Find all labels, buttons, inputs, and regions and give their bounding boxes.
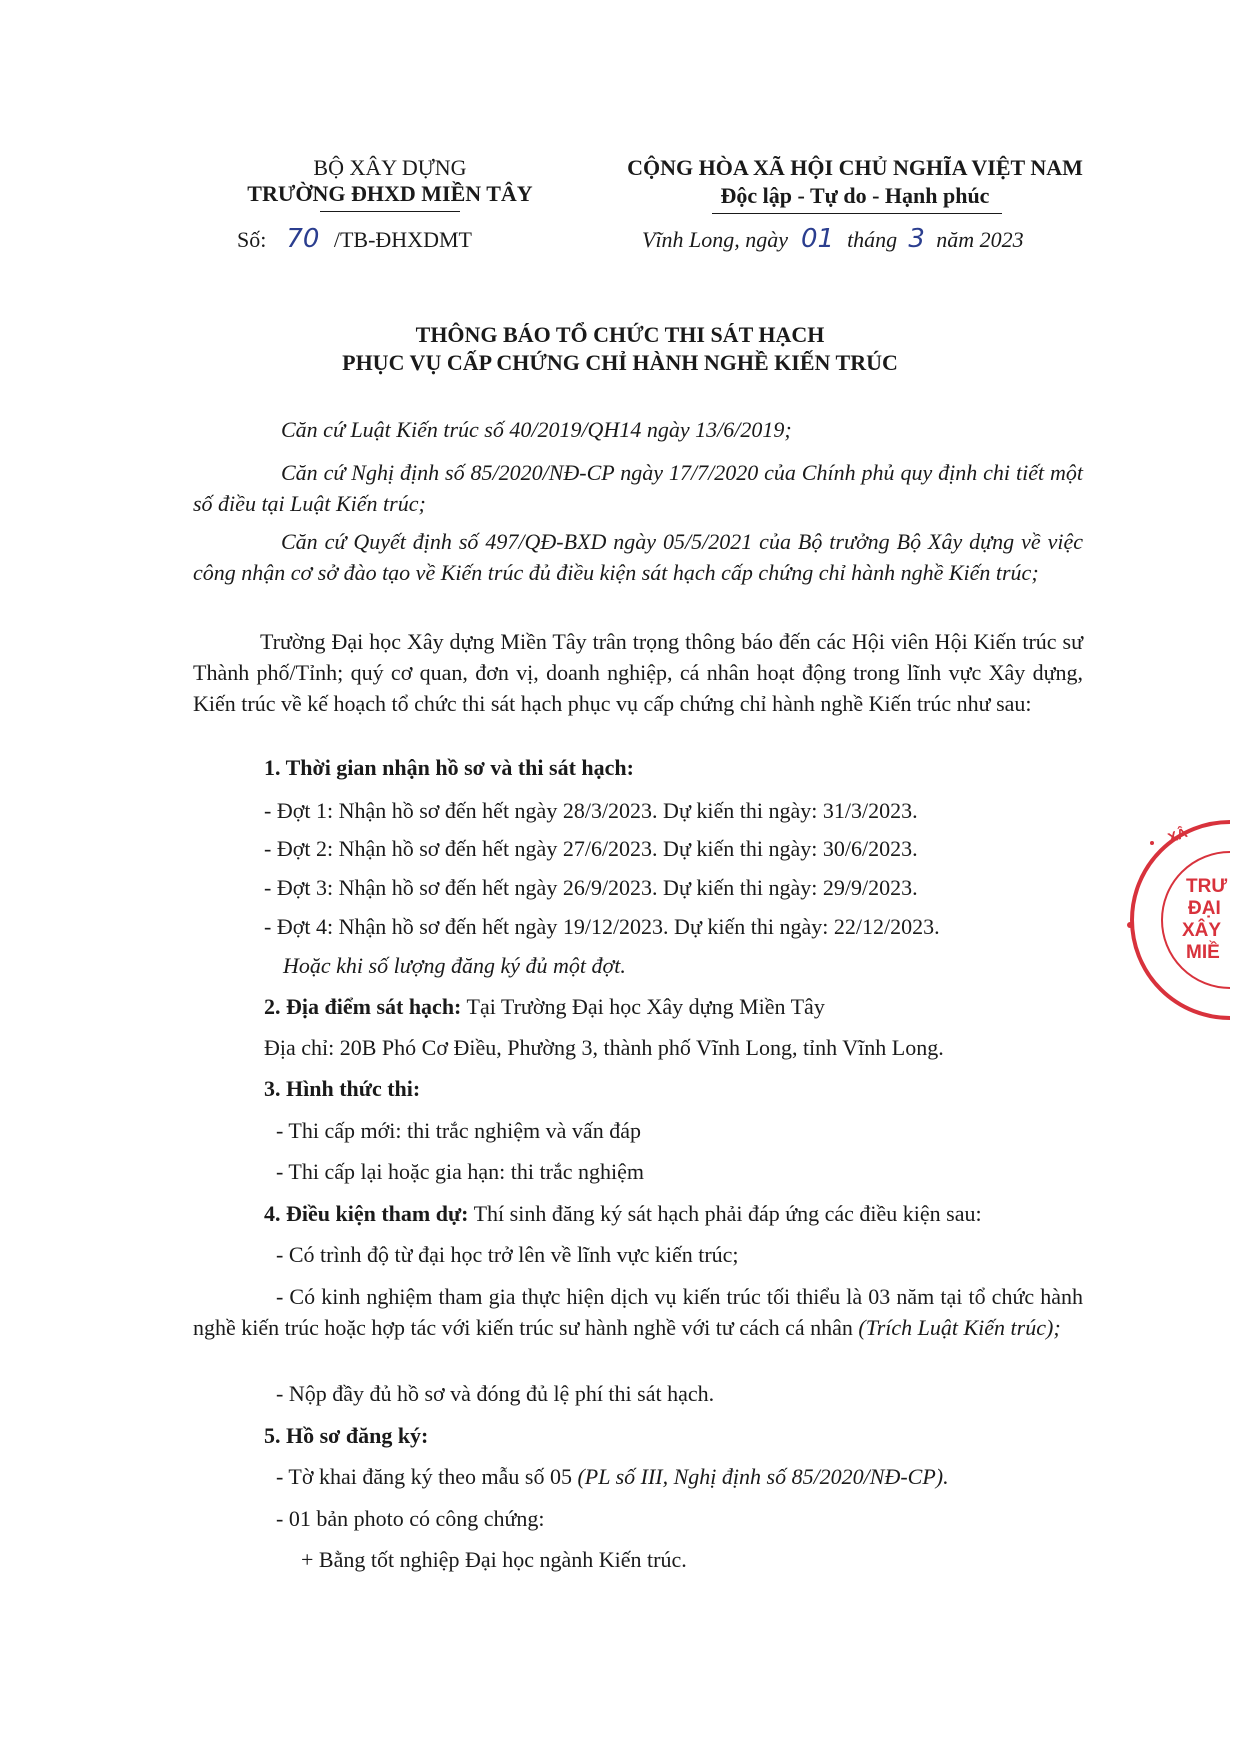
date-year: năm 2023 xyxy=(936,227,1024,252)
doc-no-prefix: Số: xyxy=(237,227,267,252)
seal-line-4: MIỀ xyxy=(1186,942,1220,963)
dossier-diploma: + Bằng tốt nghiệp Đại học ngành Kiến trúc. xyxy=(301,1547,687,1572)
condition-fees: - Nộp đầy đủ hồ sơ và đóng đủ lệ phí thi sát hạch. xyxy=(276,1381,715,1406)
document-title-line2: PHỤC VỤ CẤP CHỨNG CHỈ HÀNH NGHỀ KIẾN TRÚC xyxy=(342,350,898,375)
section4-text: Thí sinh đăng ký sát hạch phải đáp ứng các điều kiện sau: xyxy=(473,1201,982,1226)
round-2-item: - Đợt 2: Nhận hồ sơ đến hết ngày 27/6/2023. Dự kiến thi ngày: 30/6/2023. xyxy=(264,836,918,861)
doc-no-handwritten: 70 xyxy=(286,224,320,254)
legal-basis-1: Căn cứ Luật Kiến trúc số 40/2019/QH14 ngày 13/6/2019; xyxy=(281,417,792,442)
section1-heading: 1. Thời gian nhận hồ sơ và thi sát hạch: xyxy=(264,755,634,780)
date-day-handwritten: 01 xyxy=(801,224,835,254)
round-3-item: - Đợt 3: Nhận hồ sơ đến hết ngày 26/9/2023. Dự kiến thi ngày: 29/9/2023. xyxy=(264,875,918,900)
section4-heading: 4. Điều kiện tham dự: xyxy=(264,1201,469,1226)
seal-line-3: XÂY xyxy=(1182,920,1222,941)
date-place: Vĩnh Long, ngày xyxy=(642,227,789,252)
section5-heading: 5. Hồ sơ đăng ký: xyxy=(264,1423,429,1448)
seal-line-1: TRƯ xyxy=(1186,876,1228,897)
document-number xyxy=(237,224,472,255)
condition-experience: - Có kinh nghiệm tham gia thực hiện dịch vụ kiến trúc tối thiểu là 03 năm tại tổ chức hành nghề kiến trúc hoặc hợp tác với kiến trúc sư hành nghề với tư cách cá nhân (Trích Luật Kiến trúc); xyxy=(193,1284,1083,1340)
round-1-item: - Đợt 1: Nhận hồ sơ đến hết ngày 28/3/2023. Dự kiến thi ngày: 31/3/2023. xyxy=(264,798,918,823)
section2-text: Tại Trường Đại học Xây dựng Miền Tây xyxy=(466,994,825,1019)
doc-no-suffix: /TB-ĐHXDMT xyxy=(333,227,472,252)
date-month-label: tháng xyxy=(847,227,898,252)
round-4-item: - Đợt 4: Nhận hồ sơ đến hết ngày 19/12/2023. Dự kiến thi ngày: 22/12/2023. xyxy=(264,914,940,939)
section4-line xyxy=(264,1199,982,1229)
school-name: TRƯỜNG ĐHXD MIỀN TÂY xyxy=(247,181,533,206)
issue-date xyxy=(642,224,1024,255)
motto-underline xyxy=(712,213,1002,214)
seal-graphic xyxy=(1090,815,1230,1025)
country-name: CỘNG HÒA XÃ HỘI CHỦ NGHĨA VIỆT NAM xyxy=(627,155,1083,180)
legal-basis-3: Căn cứ Quyết định số 497/QĐ-BXD ngày 05/5/2021 của Bộ trưởng Bộ Xây dựng về việc công nhận cơ sở đào tạo về Kiến trúc đủ điều kiện sát hạch cấp chứng chỉ hành nghề Kiến trúc; xyxy=(193,529,1083,585)
section2-heading: 2. Địa điểm sát hạch: xyxy=(264,994,462,1019)
seal-line-2: ĐẠI xyxy=(1188,898,1221,919)
dossier-form-ref: (PL số III, Nghị định số 85/2020/NĐ-CP). xyxy=(577,1464,949,1489)
dossier-copies: - 01 bản photo có công chứng: xyxy=(276,1506,545,1531)
ministry-name: BỘ XÂY DỰNG xyxy=(313,155,467,180)
official-seal xyxy=(1090,815,1230,1025)
section2-line xyxy=(264,992,825,1022)
exam-address: Địa chỉ: 20B Phó Cơ Điều, Phường 3, thành phố Vĩnh Long, tỉnh Vĩnh Long. xyxy=(264,1035,944,1060)
dossier-form: - Tờ khai đăng ký theo mẫu số 05 xyxy=(276,1464,572,1489)
legal-basis-2: Căn cứ Nghị định số 85/2020/NĐ-CP ngày 17/7/2020 của Chính phủ quy định chi tiết một số điều tại Luật Kiến trúc; xyxy=(193,460,1083,516)
section1-note: Hoặc khi số lượng đăng ký đủ một đợt. xyxy=(283,953,626,978)
intro-paragraph: Trường Đại học Xây dựng Miền Tây trân trọng thông báo đến các Hội viên Hội Kiến trúc sư Thành phố/Tỉnh; quý cơ quan, đơn vị, doanh nghiệp, cá nhân hoạt động trong lĩnh vực Xây dựng, Kiến trúc về kế hoạch tổ chức thi sát hạch phục vụ cấp chứng chỉ hành nghề Kiến trúc như sau: xyxy=(193,629,1083,716)
exam-format-renew: - Thi cấp lại hoặc gia hạn: thi trắc nghiệm xyxy=(276,1159,644,1184)
section3-heading: 3. Hình thức thi: xyxy=(264,1076,421,1101)
condition-degree: - Có trình độ từ đại học trở lên về lĩnh vực kiến trúc; xyxy=(276,1242,739,1267)
national-motto: Độc lập - Tự do - Hạnh phúc xyxy=(720,183,990,208)
dossier-form-line xyxy=(276,1462,949,1492)
seal-ring-text: XÂ xyxy=(1165,824,1190,846)
school-underline xyxy=(320,211,460,212)
date-month-handwritten: 3 xyxy=(908,224,925,254)
exam-format-new: - Thi cấp mới: thi trắc nghiệm và vấn đáp xyxy=(276,1118,641,1143)
document-title-line1: THÔNG BÁO TỔ CHỨC THI SÁT HẠCH xyxy=(415,322,825,347)
